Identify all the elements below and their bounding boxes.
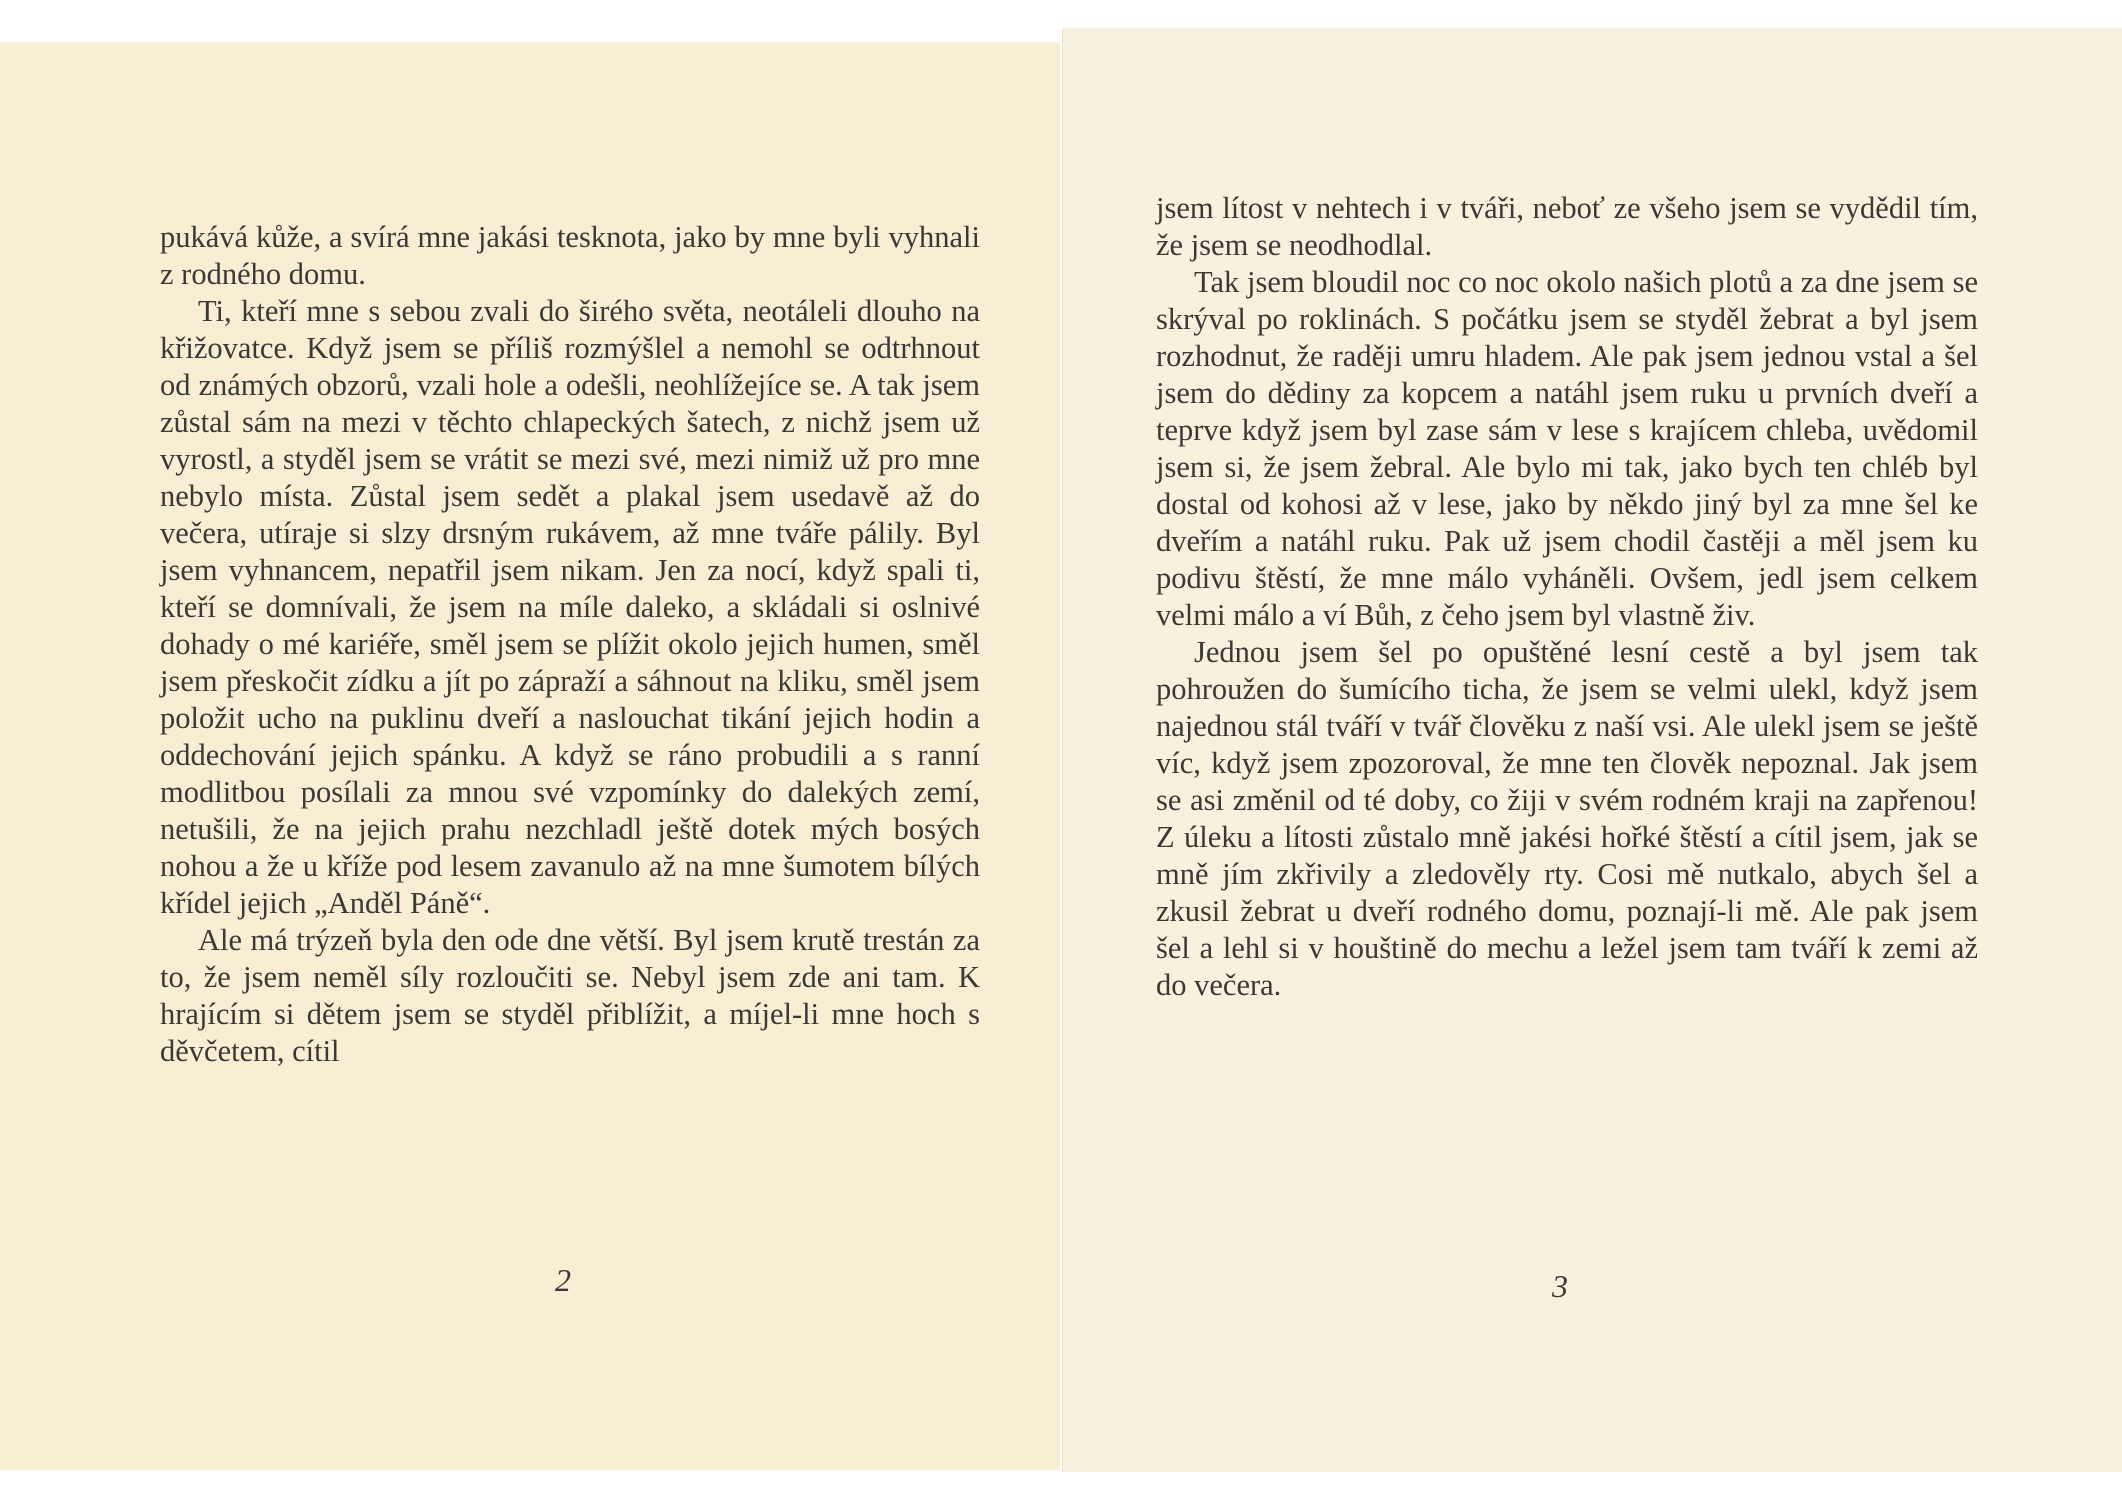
paragraph: jsem lítost v nehtech i v tváři, neboť ze všeho jsem se vydědil tím, že jsem se neodhodlal. xyxy=(1156,191,1978,262)
page-number: 2 xyxy=(555,1262,571,1298)
page-number: 3 xyxy=(1552,1268,1568,1304)
paragraph: Ale má trýzeň byla den ode dne větší. Byl jsem krutě trestán za to, že jsem neměl síly rozloučiti se. Nebyl jsem zde ani tam. K hrajícím si dětem jsem se styděl přiblížit, a míjel-li mne hoch s děvčetem, cítil xyxy=(160,923,980,1068)
paragraph: Jednou jsem šel po opuštěné lesní cestě a byl jsem tak pohroužen do šumícího ticha, že jsem se velmi ulekl, když jsem najednou stál tváří v tvář člověku z naší vsi. Ale ulekl jsem se ještě víc, když jsem zpozoroval, že mne ten člověk nepoznal. Jak jsem se asi změnil od té doby, co žiji v svém rodném kraji na zapřenou! Z úleku a lítosti zůstalo mně jakési hořké štěstí a cítil jsem, jak se mně jím zkřivily a zledověly rty. Cosi mě nutkalo, abych šel a zkusil žebrat u dveří rodného domu, poznají-li mě. Ale pak jsem šel a lehl si v houštině do mechu a ležel jsem tam tváří k zemi až do večera. xyxy=(1156,635,1978,1002)
right-page-text xyxy=(1156,190,1978,1004)
paragraph: Ti, kteří mne s sebou zvali do širého světa, neotáleli dlouho na křižovatce. Když jsem se příliš rozmýšlel a nemohl se odtrhnout od známých obzorů, vzali hole a odešli, neohlížejíce se. A tak jsem zůstal sám na mezi v těchto chlapeckých šatech, z nichž jsem už vyrostl, a styděl jsem se vrátit se mezi své, mezi nimiž už pro mne nebylo místa. Zůstal jsem sedět a plakal jsem usedavě až do večera, utíraje si slzy drsným rukávem, až mne tváře pálily. Byl jsem vyhnancem, nepatřil jsem nikam. Jen za nocí, když spali ti, kteří se domnívali, že jsem na míle daleko, a skládali si oslnivé dohady o mé kariéře, směl jsem se plížit okolo jejich humen, směl jsem přeskočit zídku a jít po zápraží a sáhnout na kliku, směl jsem položit ucho na puklinu dveří a naslouchat tikání jejich hodin a oddechování jejich spánku. A když se ráno probudili a s ranní modlitbou posílali za mnou své vzpomínky do dalekých zemí, netušili, že na jejich prahu nezchladl ještě dotek mých bosých nohou a že u kříže pod lesem zavanulo až na mne šumotem bílých křídel jejich „Anděl Páně“. xyxy=(160,294,980,920)
left-page xyxy=(0,42,1060,1470)
paragraph: Tak jsem bloudil noc co noc okolo našich plotů a za dne jsem se skrýval po roklinách. S počátku jsem se styděl žebrat a byl jsem rozhodnut, že raději umru hladem. Ale pak jsem jednou vstal a šel jsem do dědiny za kopcem a natáhl jsem ruku u prvních dveří a teprve když jsem byl zase sám v lese s krajícem chleba, uvědomil jsem si, že jsem žebral. Ale bylo mi tak, jako bych ten chléb byl dostal od kohosi až v lese, jako by někdo jiný byl za mne šel ke dveřím a natáhl ruku. Pak už jsem chodil častěji a měl jsem ku podivu štěstí, že mne málo vyháněli. Ovšem, jedl jsem celkem velmi málo a ví Bůh, z čeho jsem byl vlastně živ. xyxy=(1156,265,1978,632)
right-page xyxy=(1062,28,2122,1472)
paragraph: pukává kůže, a svírá mne jakási tesknota, jako by mne byli vyhnali z rodného domu. xyxy=(160,220,980,291)
left-page-text xyxy=(160,219,980,1070)
